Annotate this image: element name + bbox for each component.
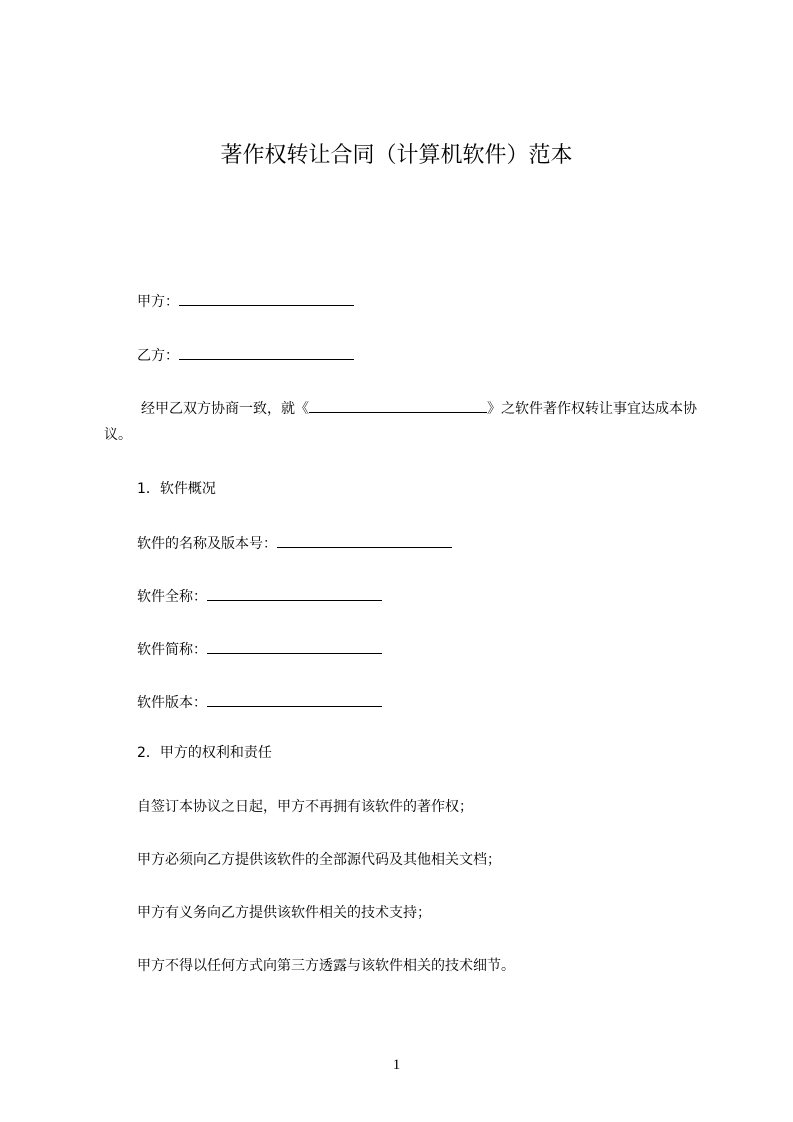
software-full-name-line bbox=[137, 585, 382, 607]
software-full-name-label: 软件全称： bbox=[137, 589, 207, 605]
party-b-line bbox=[137, 344, 354, 366]
party-a-duty-4: 甲方不得以任何方式向第三方透露与该软件相关的技术细节。 bbox=[137, 958, 515, 974]
software-name-version-line bbox=[137, 532, 452, 554]
intro-paragraph bbox=[104, 396, 704, 448]
page-number: 1 bbox=[392, 1057, 401, 1073]
software-full-name-blank bbox=[207, 585, 382, 601]
party-b-blank bbox=[179, 344, 354, 360]
intro-suffix: 》之软件著作权转让事宜达成本协议。 bbox=[104, 401, 697, 443]
party-a-duty-3: 甲方有义务向乙方提供该软件相关的技术支持； bbox=[137, 905, 431, 921]
section-1-heading: 1．软件概况 bbox=[137, 481, 216, 497]
party-a-label: 甲方： bbox=[137, 294, 179, 310]
party-a-blank bbox=[179, 290, 354, 306]
intro-prefix: 经甲乙双方协商一致，就《 bbox=[141, 401, 309, 417]
section-2-heading: 2．甲方的权利和责任 bbox=[137, 745, 272, 761]
software-version-line bbox=[137, 691, 382, 713]
software-version-blank bbox=[207, 691, 382, 707]
party-a-duty-1: 自签订本协议之日起，甲方不再拥有该软件的著作权； bbox=[137, 799, 473, 815]
software-short-name-label: 软件简称： bbox=[137, 642, 207, 658]
software-name-blank bbox=[309, 397, 487, 413]
software-version-label: 软件版本： bbox=[137, 695, 207, 711]
document-title: 著作权转让合同（计算机软件）范本 bbox=[220, 143, 573, 168]
software-short-name-blank bbox=[207, 638, 382, 654]
software-short-name-line bbox=[137, 638, 382, 660]
party-b-label: 乙方： bbox=[137, 348, 179, 364]
party-a-line bbox=[137, 290, 354, 312]
software-name-version-label: 软件的名称及版本号： bbox=[137, 536, 277, 552]
party-a-duty-2: 甲方必须向乙方提供该软件的全部源代码及其他相关文档； bbox=[137, 852, 501, 868]
software-name-version-blank bbox=[277, 532, 452, 548]
